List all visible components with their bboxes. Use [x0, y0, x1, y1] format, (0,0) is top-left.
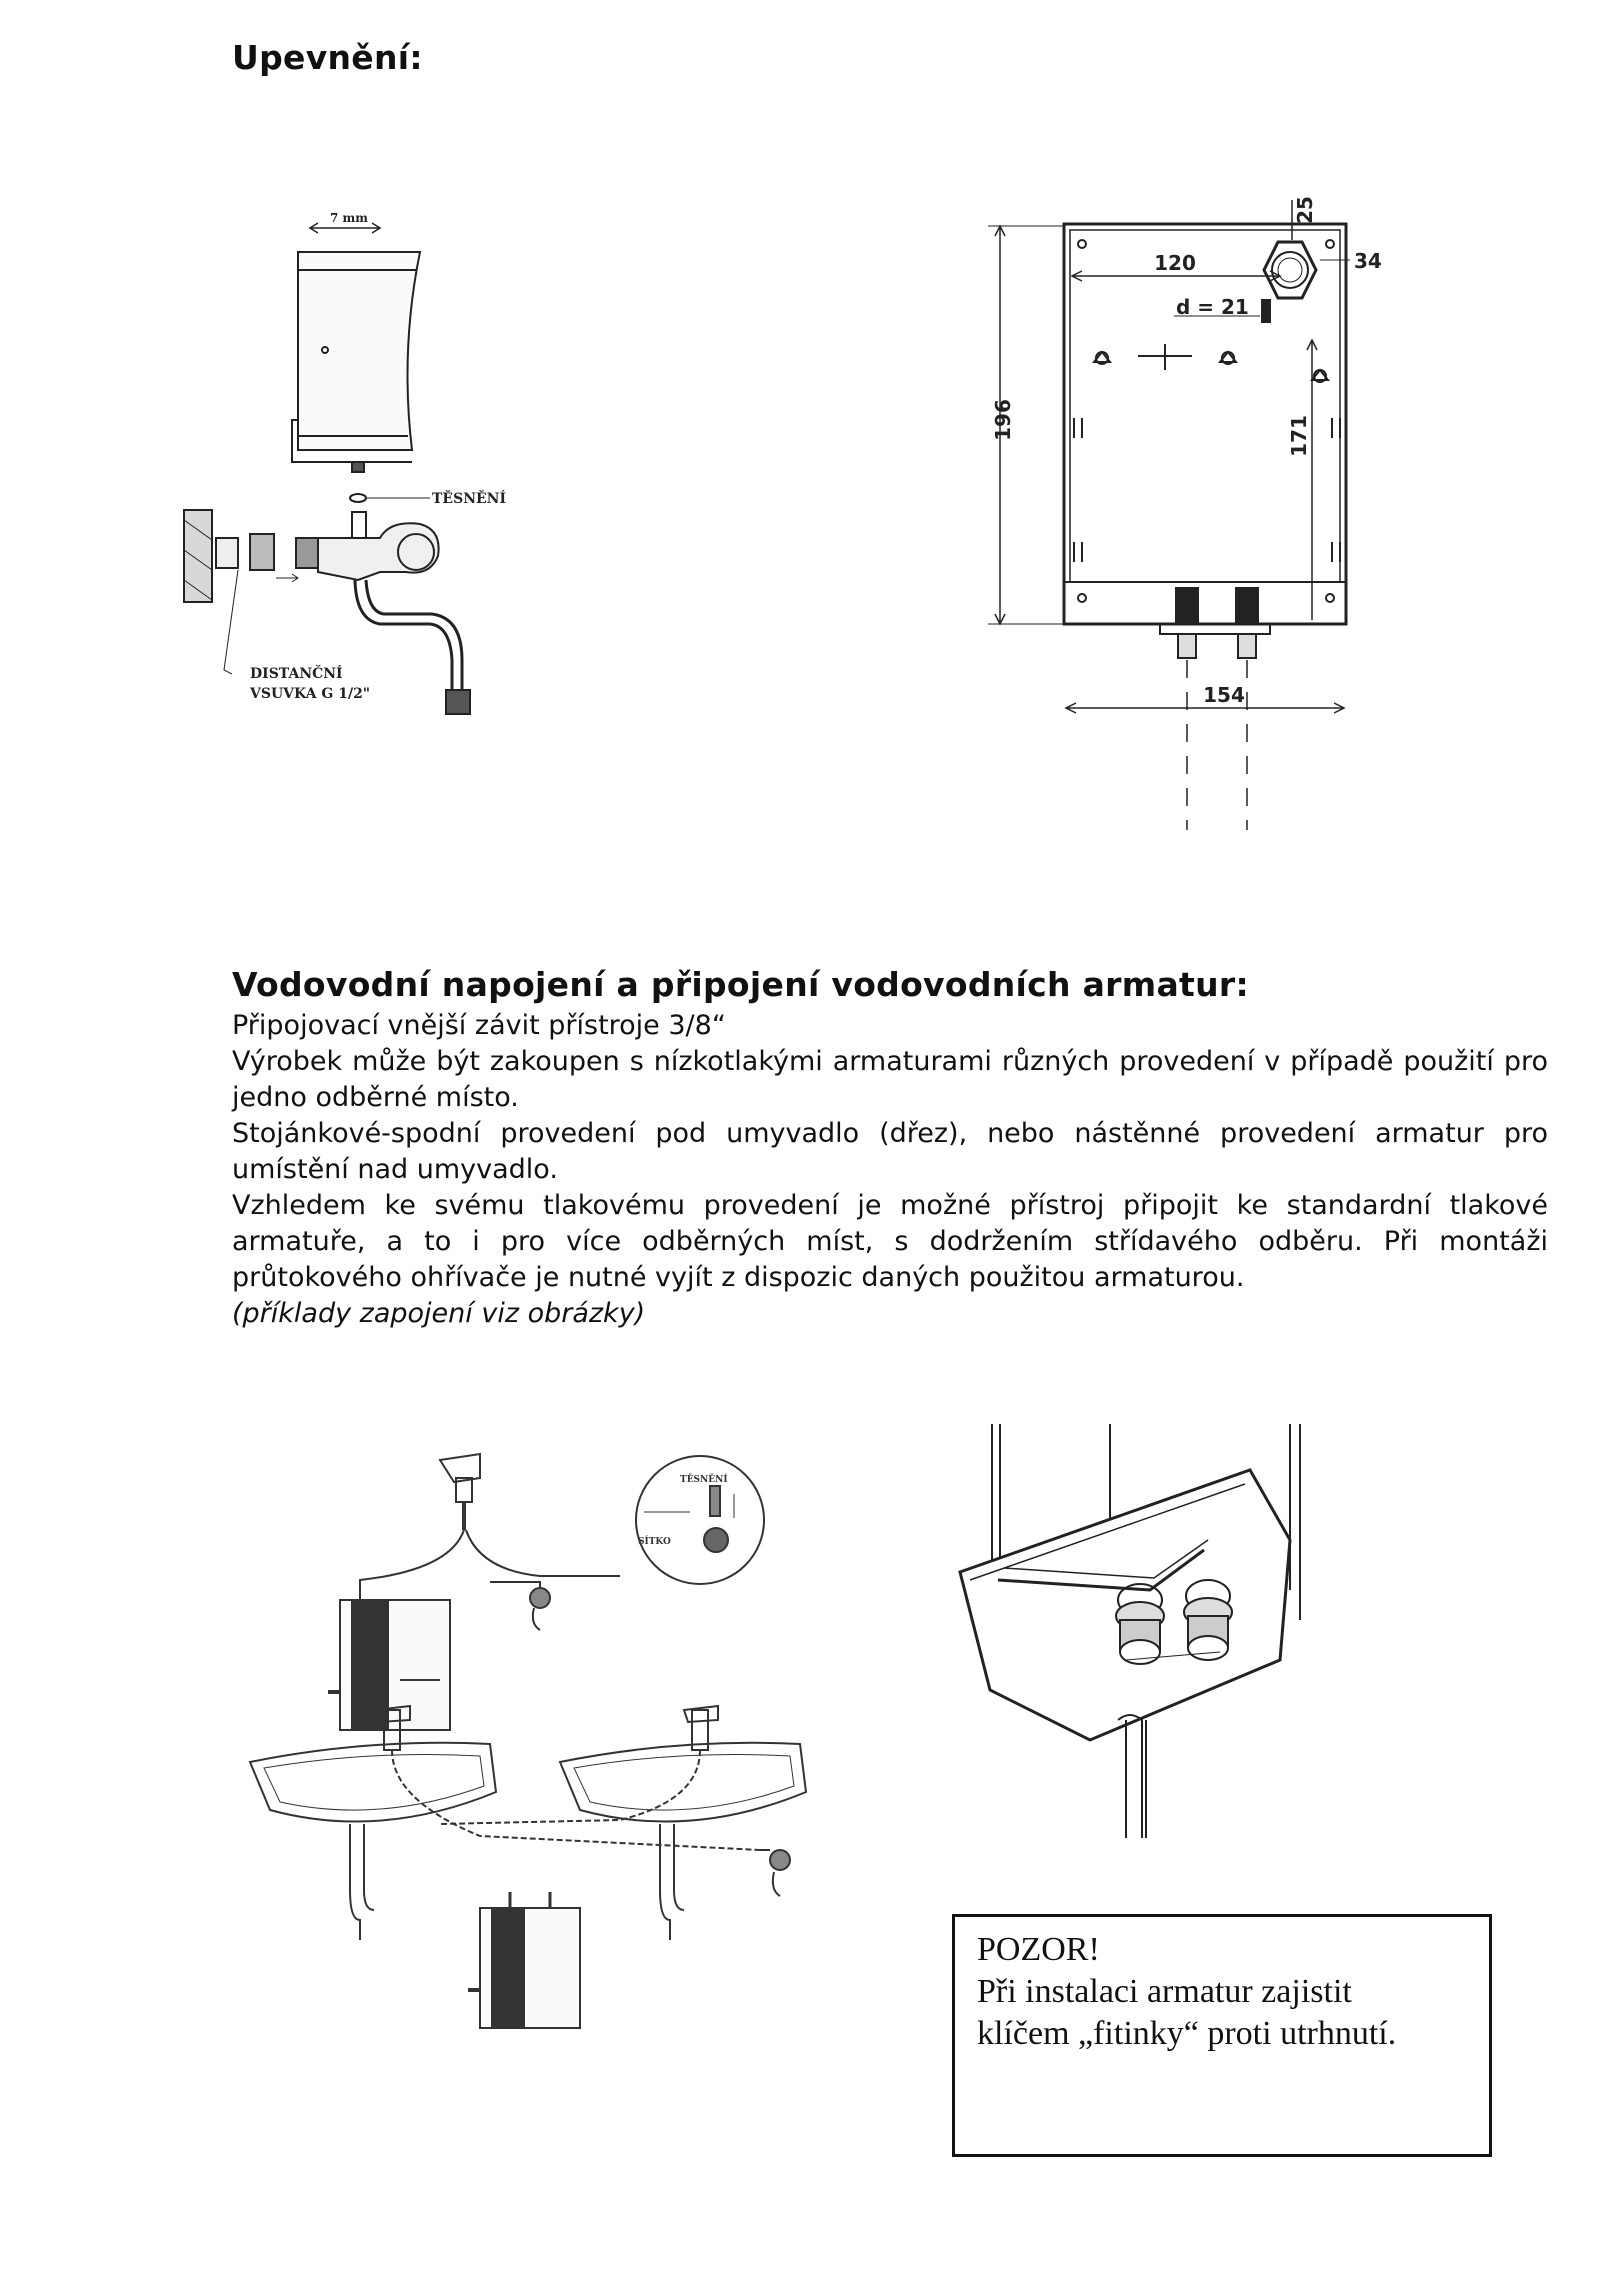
paragraph-examples-note: (příklady zapojení viz obrázky) — [232, 1298, 646, 1329]
dim-d21: d = 21 — [1176, 295, 1249, 319]
warning-title: POZOR! — [977, 1931, 1100, 1968]
seal-label: TĚSNĚNÍ — [432, 491, 507, 507]
heater-connection-detail — [950, 1420, 1400, 1840]
dim-171: 171 — [1287, 415, 1311, 457]
spacer-label-line1: DISTANČNÍ — [250, 666, 343, 682]
spacer-label-line2: VSUVKA G 1/2" — [250, 686, 371, 702]
section-body — [232, 1008, 1548, 1332]
dim-154: 154 — [1203, 683, 1245, 707]
paragraph-mounting-variants: Stojánkové-spodní provedení pod umyvadlo (dřez), nebo nástěnné provedení armatur pro umístění nad umyvadlo. — [232, 1118, 1548, 1185]
dim-120: 120 — [1154, 251, 1196, 275]
detail-seal-label: TĚSNĚNÍ — [680, 1475, 728, 1485]
paragraph-lowpressure: Výrobek může být zakoupen s nízkotlakými armaturami různých provedení v případě použití pro jedno odběrné místo. — [232, 1046, 1548, 1113]
warning-line-2: klíčem „fitinky“ proti utrhnutí. — [977, 2015, 1397, 2052]
installation-examples-illustration — [240, 1420, 880, 2040]
detail-filter-label: SÍTKO — [638, 1537, 671, 1547]
paragraph-thread: Připojovací vnější závit přístroje 3/8“ — [232, 1010, 726, 1041]
warning-box — [952, 1914, 1492, 2157]
warning-line-1: Při instalaci armatur zajistit — [977, 1973, 1352, 2010]
paragraph-pressure: Vzhledem ke svému tlakovému provedení je možné přístroj připojit ke standardní tlakové armatuře, a to i pro více odběrných míst, s dodržením střídavého odběru. Při montáži průtokového ohřívače je nutné vyjít z dispozic daných použitou armaturou. — [232, 1190, 1548, 1293]
dim-25: 25 — [1293, 196, 1317, 224]
gap-label: 7 mm — [330, 211, 368, 225]
section-title-mounting: Upevnění: — [232, 38, 423, 77]
dimension-drawing — [960, 180, 1410, 840]
dim-34: 34 — [1354, 249, 1382, 273]
section-title-water-connection: Vodovodní napojení a připojení vodovodních armatur: — [232, 965, 1249, 1004]
dim-196: 196 — [991, 399, 1015, 441]
mounting-diagram — [180, 200, 540, 740]
